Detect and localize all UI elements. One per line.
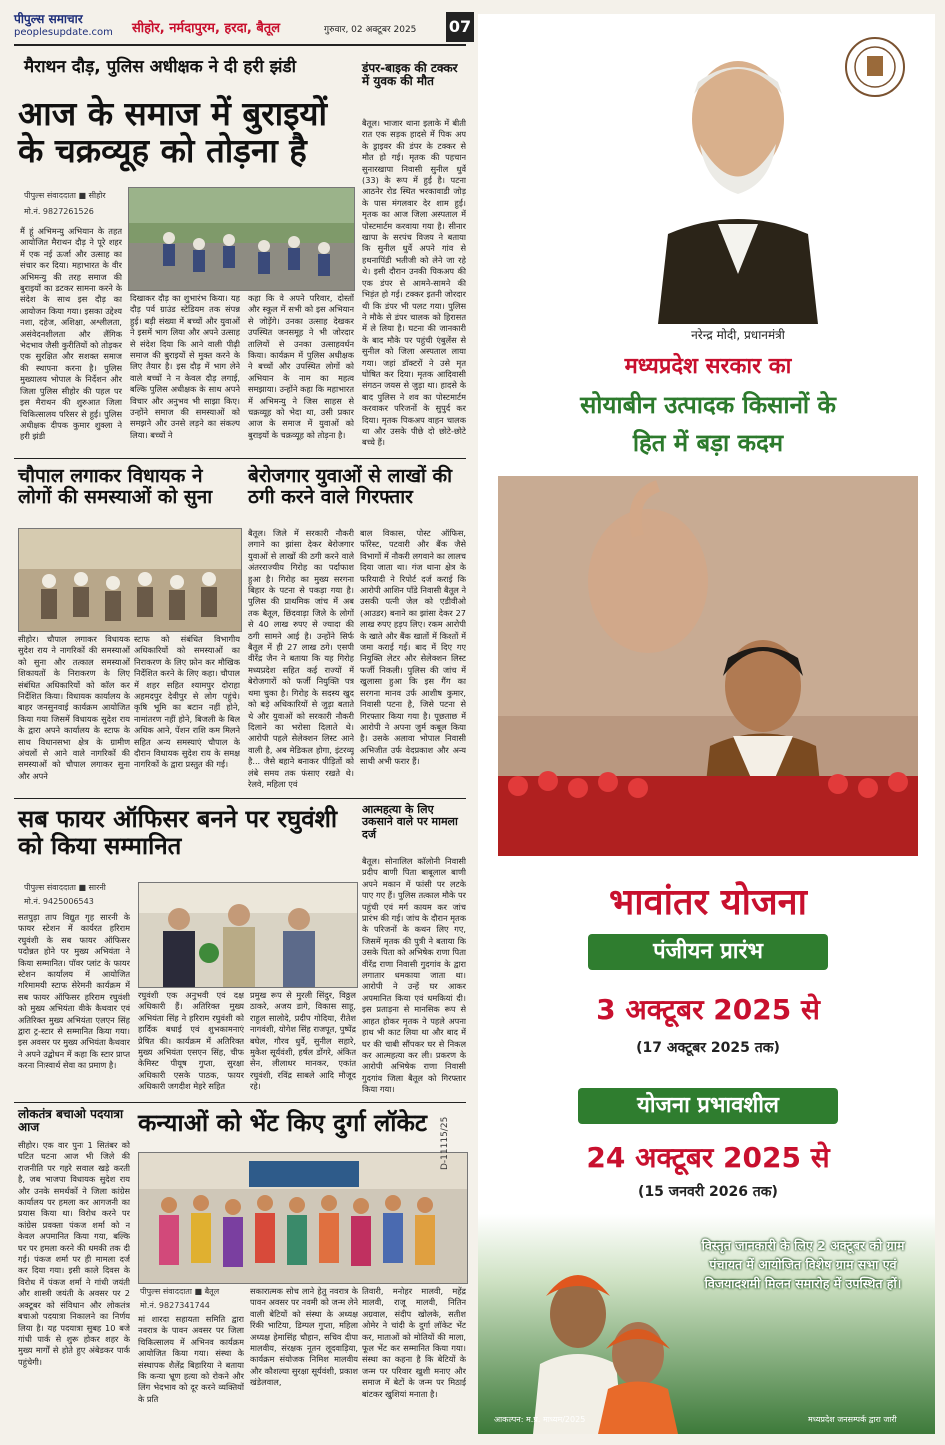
durga-locket-photo-art xyxy=(139,1153,467,1283)
issue-date: गुरुवार, 02 अक्टूबर 2025 xyxy=(324,25,417,35)
registration-until: (17 अक्टूबर 2025 तक) xyxy=(636,1040,780,1056)
story1-kicker: मैराथन दौड़, पुलिस अधीक्षक ने दी हरी झंडी xyxy=(24,57,296,77)
ad-title-line3: हित में बड़ा कदम xyxy=(632,429,784,457)
mp-government-emblem xyxy=(844,36,906,98)
story3-headline: चौपाल लगाकर विधायक ने लोगों की समस्याओं को सुना xyxy=(18,465,213,509)
ad-title-line1: मध्यप्रदेश सरकार का xyxy=(624,354,792,379)
chaupal-photo xyxy=(18,528,242,632)
story2-body: बैतूल। भाजार थाना इलाके में बीती रात एक सड़क हादसे में पिक अप के ड्राइवर की डंपर के टक्कर से मौत हो गई। मृतक की पहचान सुनारखापा निवासी सुनील धुर्वे (33) के रूप में हुई है। पटना आठनेर रोड स्थित भरकावाडी जोड़ के पास मंगलवार देर शाम हुई। मृतक का आज जिला अस्पताल में पोस्टमार्टम करवाया गया है। सीनार खापा के सरपंच विजय ने बताया कि सुनील धुर्वे अपने गांव से हथनापिंडी भतीजी को लेने जा रहे थे। इसी दौरान उनकी पिकअप की एक डंपर से आमने-सामने की भिड़ंत हो गई। टक्कर इतनी जोरदार थी कि डंपर भी पलट गया। पुलिस ने मौके से डंपर चालक को हिरासत में ले लिया है। घटना की जानकारी के बाद मौके पर पहुंची एंबुलेंस से सुनील को जिला अस्पताल लाया गया। जहां डॉक्टरों ने उसे मृत घोषित कर दिया। मृतक आदिवासी संगठन जयस से जुड़ा था। हादसे के बाद पुलिस ने शव का पोस्टमार्टम करवाकर परिजनों के सुपुर्द कर दिया। मृतक पिकअप वाहन चालक था और उसके पीछे दो छोटे-छोटे बच्चे हैं। xyxy=(362,118,466,448)
effective-date: 24 अक्टूबर 2025 से xyxy=(586,1141,830,1174)
pm-caption: नरेन्द्र मोदी, प्रधानमंत्री xyxy=(691,328,785,342)
divider-2 xyxy=(14,798,466,799)
ad-footer-credit: आकल्पन: म.प्र. माध्यम/2025 xyxy=(494,1415,586,1424)
marathon-photo-art xyxy=(129,188,354,290)
story1-byline: पीपुल्स संवाददाता ■ सीहोर xyxy=(24,191,106,200)
pm-portrait xyxy=(638,34,838,324)
story8-body-col3: तिवारी, मनोहर मालवी, महेंद्र मालवी, राजू मालवी, नितिन अग्रवाल, संदीप खोलके, सतीश ओमेर ने चांदी के दुर्गा लॉकेट भेंट कर, माताओं को मोतियों की माला, फूल भेंट कर सम्मानित किया गया। संस्था का कहना है कि बेटियों के जन्म पर परिवार खुशी मनाए और समाज में बेटों के जन्म पर मिठाई बांटकर खुशियां मनाता है। xyxy=(362,1286,466,1399)
story5-byline: पीपुल्स संवाददाता ■ सारनी xyxy=(24,883,106,892)
story8-headline: कन्याओं को भेंट किए दुर्गा लॉकेट xyxy=(138,1109,427,1137)
story1-mobile: मो.नं. 9827261526 xyxy=(24,207,94,216)
story1-headline: आज के समाज में बुराइयों के चक्रव्यूह को तोड़ना है xyxy=(18,94,328,170)
felicitation-photo xyxy=(138,882,358,988)
story8-mobile: मो.नं. 9827341744 xyxy=(140,1301,210,1310)
story4-headline: बेरोजगार युवाओं से लाखों की ठगी करने वाले गिरफ्तार xyxy=(248,465,453,509)
story6-body: बैतूल। सोनालिल कॉलोनी निवासी प्रदीप बाणी पिता बाबूलाल बाणी अपने मकान में फांसी पर लटके पाए गए हैं। पुलिस तत्काल मौके पर पहुंची एवं मर्ग कायम कर जांच प्रारंभ की गई। जांच के दौरान मृतक के परिजनों के कथन लिए गए, जिसमें मृतक की पुत्री ने बताया कि उसके पिता को अभिषेक राणा पिता वीरेंद्र राणा निवासी गुदगांव के द्वारा लगातार धमकाया जाता था। आरोपी ने उन्हें घर आकर अपमानित किया एवं धमकियां दी। इस प्रताड़ना से मानसिक रूप से आहत होकर मृतक ने पहले अपना हाथ भी काट लिया था और बाद में घर की चाबी सौंपकर घर से निकल कर आत्महत्या कर ली। प्रकरण के आरोपी अभिषेक राणा निवासी गुदगांव जिला बैतूल को गिरफ्तार किया गया। xyxy=(362,856,466,1095)
story2-headline: डंपर-बाइक की टक्कर में युवक की मौत xyxy=(362,61,458,89)
story1-body-col2: दिखाकर दौड़ का शुभारंभ किया। यह दौड़ पर्व ग्राउंड स्टेडियम तक संपन्न हुई। बड़ी संख्या में बच्चों और युवाओं ने इसमें भाग लिया और अपने उत्साह से संदेश दिया कि आने वाली पीढ़ी समाज की बुराइयों से मुक्त करने के लिए तैयार है। इस दौड़ में भाग लेने वाले बच्चों ने न केवल दौड़ लगाई, बल्कि पुलिस अधीक्षक के साथ अपने विचार और अनुभव भी साझा किए। उन्होंने समाज की समस्याओं को समझने और उनसे लड़ने का संकल्प लिया। बच्चों ने xyxy=(130,293,240,440)
info-note: विस्तृत जानकारी के लिए 2 अक्टूबर को ग्राम पंचायत में आयोजित विशेष ग्राम सभा एवं विजयादशमी मिलन समारोह में उपस्थित हों। xyxy=(701,1238,905,1291)
page-number: 07 xyxy=(446,12,474,42)
story5-body-col2: रघुवंशी एक अनुभवी एवं दक्ष अधिकारी हैं। अतिरिक्त मुख्य अभियंता सिंह ने हरिराम रघुवंशी को हार्दिक बधाई एवं शुभकामनाएं प्रेषित की। कार्यक्रम में अतिरिक्त मुख्य अभियंता एसएन सिंह, चीफ केमिस्ट पीयूष गुप्ता, सुरक्षा अधिकारी एसके पाठक, फायर अधिकारी जगदीश मेहरे सहित xyxy=(138,990,244,1092)
effective-badge: योजना प्रभावशील xyxy=(578,1088,838,1124)
story5-body-col3: प्रमुख रूप से मुरली सिंदुर, विठ्ठल ठाकरे, अजय डागे, विकास साहू, राहुल सालोदे, प्रदीप गोदिया, रीतेश नागवंशी, योगेश सिंह राजपूत, पुष्पेंद्र बघेल, गौरव धुर्वे, सुनील सहारे, मुकेश सूर्यवंशी, हर्षल डोंगरे, अंकित सेन, लीलाधर मानकर, एकांत रघुवंशी, रविंद्र साबले आदि मौजूद रहे। xyxy=(250,990,356,1092)
ad-footer-issuer: मध्यप्रदेश जनसम्पर्क द्वारा जारी xyxy=(808,1415,897,1424)
story3-body-col1: सीहोर। चौपाल लगाकर विधायक सुदेश राय ने नागरिकों की समस्याओं को सुना और तत्काल समस्याओं शिकायतों के निराकरण के लिए संबंधित अधिकारियों को कॉल कर निर्देशित किया। विधायक कार्यालय के बाहर जनसुनवाई कार्यक्रम आयोजित किया गया जिसमें विधायक सुदेश राय के द्वारा अपने कार्यालय के स्टाफ के साथ विधानसभा क्षेत्र के ग्रामीण अंचलों से आने वाले नागरिकों की समस्याओं को चौपाल लगाकर सुना और अपने xyxy=(18,634,130,781)
story5-body-col1: सतपुड़ा ताप विद्युत गृह सारनी के फायर स्टेशन में कार्यरत हरिराम रघुवंशी के सब फायर ऑफिसर पदोन्नत होने पर मुख्य अभियंता ने किया सम्मानित। पॉवर प्लांट के फायर स्टेशन कार्यालय में आयोजित गरिमामयी स्टाफ सेरेमनी कार्यक्रम में सब फायर ऑफिसर हरिराम रघुवंशी को मुख्य अभियंता वीके कैथवार एवं अतिरिक्त मुख्य अभियंता एलएन सिंह द्वारा ट्र-स्टार से सम्मानित किया गया। इस अवसर पर मुख्य अभियंता कैथवार ने अपने उद्बोधन में कहा कि स्टार प्राप्त करना निःस्वार्थ सेवा का प्रमाण है। xyxy=(18,912,130,1071)
divider-1 xyxy=(14,458,466,459)
story6-headline: आत्महत्या के लिए उकसाने वाले पर मामला दर्ज xyxy=(362,803,458,841)
story3-body-col2: स्टाफ को संबंधित विभागीय अधिकारियों को समस्याओं का निराकरण के लिए फ़ोन कर मौखिक निर्देशित करने के लिए कहा। चौपाल में शहर सहित श्यामपुर दोराहा अहमदपुर देवीपुर से लोग पहुंचे। कृषि भूमि का बटान नहीं होने, नामांतरण नहीं होने, बिजली के बिल अधिक आने, पेंशन राशि कम मिलने सहित अन्य समस्याएं चौपाल के दौरान विधायक सुदेश राय के समक्ष नागरिकों के द्वारा प्रस्तुत की गई। xyxy=(134,634,240,770)
story1-body-col1: मैं हूं अभिमन्यु अभियान के तहत आयोजित मैराथन दौड़ ने पूरे शहर में एक नई ऊर्जा और उत्साह का संचार कर दिया। महाभारत के वीर अभिमन्यु की तरह समाज की बुराइयों का डटकर सामना करने के संदेश के साथ इस दौड़ का आयोजन किया गया। इसका उद्देश्य नशा, दहेज, अशिक्षा, अश्लीलता, असंवेदनशीलता और लैंगिक भेदभाव जैसी कुरीतियों को तोड़कर एक सुरक्षित और सशक्त समाज की स्थापना करना है। पुलिस मुख्यालय भोपाल के निर्देशन और जिला पुलिस सीहोर की पहल पर इस मैराथन की शुरुआत जिला चिकित्सालय परिसर से हुई। पुलिस अधीक्षक दीपक कुमार शुक्ला ने हरी झंडी xyxy=(20,226,122,442)
chief-minister-photo xyxy=(498,476,918,856)
ad-code: D-11115/25 xyxy=(440,1116,450,1170)
edition-label: सीहोर, नर्मदापुरम, हरदा, बैतूल xyxy=(132,21,281,36)
scheme-name: भावांतर योजना xyxy=(609,882,807,923)
divider-3 xyxy=(14,1102,466,1103)
story1-body-col3: कहा कि वे अपने परिवार, दोस्तों और स्कूल में सभी को इस अभियान से जोड़ेंगे। उनका उत्साह देखकर उपस्थित जनसमूह ने भी जोरदार तालियों से उनका उत्साहवर्धन किया। कार्यक्रम में पुलिस अधीक्षक ने बच्चों और उपस्थित लोगों को अभियान के नाम का महत्व समझाया। उन्होंने कहा कि महाभारत में अभिमन्यु ने जिस साहस से चक्रव्यूह को भेदा था, उसी प्रकार आज के समाज में युवाओं को बुराइयों के चक्रव्यूह को तोड़ना है। xyxy=(248,293,354,440)
durga-locket-photo xyxy=(138,1152,468,1284)
effective-until: (15 जनवरी 2026 तक) xyxy=(638,1184,778,1200)
story8-body-col2: सकारात्मक सोच लाने हेतु नवरात्र के पावन अवसर पर नवमी को जन्म लेने वाली बेटियों को संस्था के अध्यक्ष रिंकी भाटिया, डिम्पल गुप्ता, महिला अध्यक्ष हेमासिंह चौहान, सचिव दीपा मालवीय, संरक्षक नूतन लूदवाड़िया, कार्यक्रम संयोजक निमिश मालवीय और कौशल्या सुरक्षा सूर्यवंशी, प्रकाश खंडेलवाल, xyxy=(250,1286,358,1388)
paper-name: पीपुल्स समाचार xyxy=(14,12,83,26)
story4-body-col1: बैतूल। जिले में सरकारी नौकरी लगाने का झांसा देकर बेरोजगार युवाओं से लाखों की ठगी करने वाले अंतरराज्यीय गिरोह का पर्दाफाश हुआ है। गिरोह का मुख्य सरगना बिहार के पटना से पकड़ा गया है। पुलिस की प्राथमिक जांच में अब तक बैतूल, छिंदवाड़ा जिले के लोगों से 40 लाख रुपए से ज्यादा की ठगी सामने आई है। उन्होंने सिर्फ बैतूल में ही 27 लाख ठगे। एसपी वीरेंद्र जैन ने बताया कि यह गिरोह मध्यप्रदेश सहित कई राज्यों में बेरोजगारों को फर्जी नियुक्ति पत्र थमा चुका है। गिरोह के सदस्य खुद को बड़े अधिकारियों से जुड़ा बताते थे और युवाओं को सरकारी नौकरी दिलाने का भरोसा दिलाते थे। आरोपी पहले सेलेक्शन लिस्ट आने वाली है, अब मेडिकल होगा, इंटरव्यू है... जैसे बहाने बनाकर पीड़ितों को लंबे समय तक फंसाए रखते थे। रेलवे, महिला एवं xyxy=(248,528,354,789)
story7-body: सीहोर। एक वार पुनः 1 सितंबर को घटित घटना आज भी जिले की राजनीति पर गहरे सवाल खड़े करती है, जब भाजपा विधायक सुदेश राय और उनके समर्थकों ने जिला कांग्रेस कार्यालय पर हमला कर आगजनी का प्रयास किया था। विरोध करने पर कांग्रेस प्रवक्ता पंकज शर्मा को न केवल अपमानित किया गया, बल्कि घर पर हमला करने की धमकी तक दी गई। पंकज शर्मा पर ही मामला दर्ज कर दिया गया। इसी काले दिवस के विरोध में पंकज शर्मा ने गांधी जयंती और शास्त्री जयंती के अवसर पर 2 अक्टूबर को संविधान और लोकतंत्र बचाओ पदयात्रा निकालने का निर्णय लिया है। यह पदयात्रा सुबह 10 बजे गांधी पार्क से शुरू होकर शहर के मुख्य मार्गों से होते हुए अंबेडकर पार्क पहुंचेगी। xyxy=(18,1140,130,1367)
felicitation-photo-art xyxy=(139,883,357,987)
story5-headline: सब फायर ऑफिसर बनने पर रघुवंशी को किया सम्मानित xyxy=(18,805,338,860)
story8-body-col1: मां शारदा सहायता समिति द्वारा नवरात्र के पावन अवसर पर जिला चिकित्सालय में अभिनव कार्यक्रम आयोजित किया गया। संस्था के संस्थापक शैलेंद्र बिहारिया ने बताया कि कन्या भ्रूण हत्या को रोकने और लिंग भेदभाव को दूर करने व्यक्तियों के प्रति xyxy=(138,1314,244,1404)
paper-logo xyxy=(14,10,126,44)
chaupal-photo-art xyxy=(19,529,241,631)
story5-mobile: मो.नं. 9425006543 xyxy=(24,897,94,906)
marathon-photo xyxy=(128,187,355,291)
story8-byline: पीपुल्स संवाददाता ■ बैतूल xyxy=(140,1287,220,1296)
story7-headline: लोकतंत्र बचाओ पदयात्रा आज xyxy=(18,1107,124,1135)
story4-body-col2: बाल विकास, पोस्ट ऑफिस, फॉरेस्ट, पटवारी और बैंक जैसे विभागों में नौकरी लगवाने का लालच दिया जाता था। गंज थाना क्षेत्र के फरियादी ने रिपोर्ट दर्ज कराई कि आरोपी आशिन पाँडे निवासी बैतूल ने उसकी पत्नी जेल को एडीवीओ (आउडर) बनाने का झांसा देकर 27 लाख रुपए हड़प लिए। रकम आरोपी के खाते और बैंक खातों में किश्तों में जमा कराई गई। बाद में दिए गए नियुक्ति लेटर और सेलेक्शन लिस्ट फर्जी निकली। पुलिस की जांच में खुलासा हुआ कि इस गैंग का सरगना मानव उर्फ आशीष कुमार, निवासी पटना है, जिसे पटना से गिरफ्तार किया गया है। पूछताछ में आरोपी ने अपना जुर्म कबूल किया है। उसके अलावा भोपाल निवासी अभिजीत उर्फ वेदप्रकाश और अन्य साथी अभी फरार हैं। xyxy=(360,528,466,767)
government-ad xyxy=(478,14,935,1434)
registration-date: 3 अक्टूबर 2025 से xyxy=(596,993,820,1026)
masthead xyxy=(14,10,472,46)
site-url: peoplesupdate.com xyxy=(14,27,113,38)
registration-badge: पंजीयन प्रारंभ xyxy=(588,934,828,970)
ad-title-line2: सोयाबीन उत्पादक किसानों के xyxy=(580,391,836,419)
